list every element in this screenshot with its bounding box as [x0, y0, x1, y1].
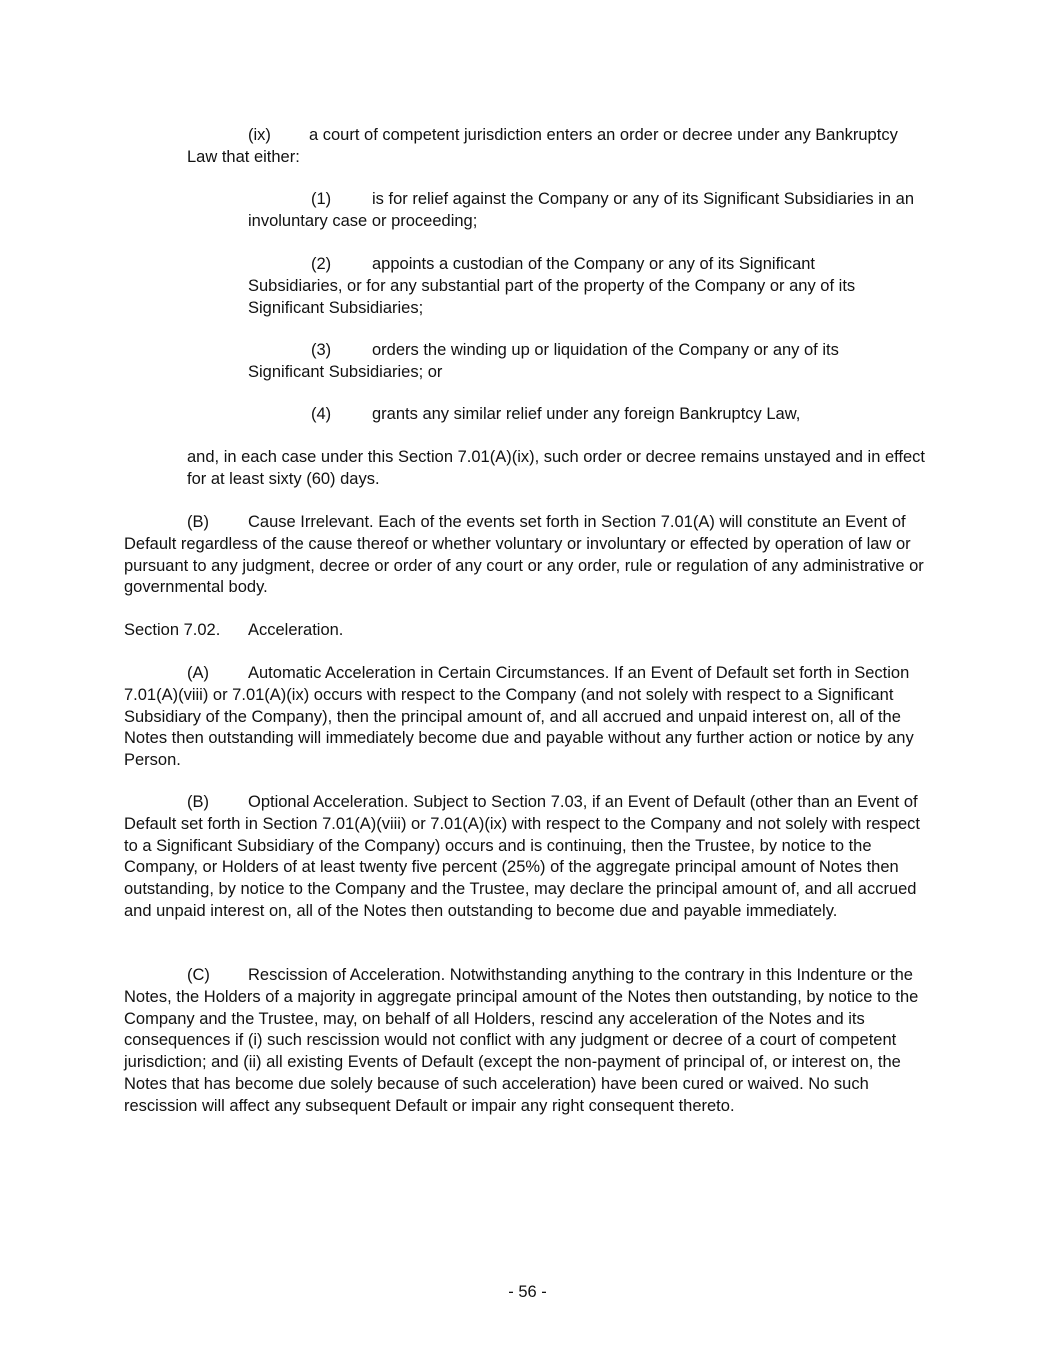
acceleration-item-a-number: (A) — [187, 664, 209, 682]
cause-irrelevant-text: Each of the events set forth in Section 7.01(A) will constitute an Event of Default regardless of the cause thereof or whether voluntary or involuntary or effected by operation of law or pursuant to any judgment, decree or order of any court or any order, rule or regulation of any administrative or governmental body. — [124, 513, 924, 597]
cause-irrelevant-paragraph — [124, 512, 932, 599]
cause-irrelevant-heading: Cause Irrelevant. — [248, 513, 374, 531]
acceleration-item-a-paragraph — [124, 663, 932, 772]
acceleration-item-b-number: (B) — [187, 793, 209, 811]
item-ix-text: a court of competent jurisdiction enters an order or decree under any Bankruptcy Law that either: — [187, 126, 898, 166]
acceleration-item-a-text: If an Event of Default set forth in Section 7.01(A)(viii) or 7.01(A)(ix) occurs with respect to the Company (and not solely with respect to a Significant Subsidiary of the Company), then the principal amount of, and all accrued and unpaid interest on, all of the Notes then outstanding will immediately become due and payable without any further action or notice by any Person. — [124, 664, 914, 770]
acceleration-item-a-heading: Automatic Acceleration in Certain Circumstances. — [248, 664, 610, 682]
acceleration-item-b-heading: Optional Acceleration. — [248, 793, 409, 811]
sub-item-2-text: appoints a custodian of the Company or any of its Significant Subsidiaries, or for any substantial part of the property of the Company or any of its Significant Subsidiaries; — [248, 255, 856, 317]
sub-item-1-text: is for relief against the Company or any of its Significant Subsidiaries in an involuntary case or proceeding; — [248, 190, 915, 230]
sub-item-1-number: (1) — [311, 190, 332, 208]
item-ix-paragraph — [187, 125, 932, 169]
sub-item-1-paragraph — [248, 189, 938, 233]
section-title: Acceleration. — [248, 621, 344, 639]
sub-item-4-text: grants any similar relief under any foreign Bankruptcy Law, — [372, 405, 801, 423]
sub-item-4-number: (4) — [311, 405, 332, 423]
closing-clause: and, in each case under this Section 7.01(A)(ix), such order or decree remains unstayed and in effect for at least sixty (60) days. — [187, 448, 926, 488]
sub-item-3-text: orders the winding up or liquidation of the Company or any of its Significant Subsidiaries; or — [248, 341, 839, 381]
sub-item-4-paragraph — [311, 404, 931, 426]
acceleration-item-c-paragraph — [124, 965, 932, 1118]
sub-item-3-paragraph — [248, 340, 878, 384]
acceleration-item-b-text: Subject to Section 7.03, if an Event of Default (other than an Event of Default set forth in Section 7.01(A)(viii) or 7.01(A)(ix) with respect to the Company and not solely with respect to a Significant Subsidiary of the Company) occurs and is continuing, then the Trustee, by notice to the Company, or Holders of at least twenty five percent (25%) of the aggregate principal amount of Notes then outstanding, by notice to the Company and the Trustee, may declare the principal amount of, and all accrued and unpaid interest on, all of the Notes then outstanding to become due and payable immediately. — [124, 793, 921, 920]
sub-item-3-number: (3) — [311, 341, 332, 359]
acceleration-item-b-paragraph — [124, 792, 924, 923]
section-number: Section 7.02. — [124, 621, 221, 639]
sub-item-2-paragraph — [248, 254, 898, 319]
acceleration-item-c-text: Notwithstanding anything to the contrary in this Indenture or the Notes, the Holders of a majority in aggregate principal amount of the Notes then outstanding, by notice to the Company and the Trustee, may, on behalf of all Holders, rescind any acceleration of the Notes and its consequences if (i) such rescission would not conflict with any judgment or decree of a court of competent jurisdiction; and (ii) all existing Events of Default (except the non-payment of principal of, or interest on, the Notes that has become due solely because of such acceleration) have been cured or waived. No such rescission will affect any subsequent Default or impair any right consequent thereto. — [124, 966, 919, 1115]
item-ix-number: (ix) — [248, 126, 271, 144]
acceleration-item-c-heading: Rescission of Acceleration. — [248, 966, 446, 984]
page-number: - 56 - — [508, 1283, 547, 1301]
acceleration-item-c-number: (C) — [187, 966, 210, 984]
sub-item-2-number: (2) — [311, 255, 332, 273]
cause-irrelevant-number: (B) — [187, 513, 209, 531]
section-heading — [124, 620, 932, 642]
